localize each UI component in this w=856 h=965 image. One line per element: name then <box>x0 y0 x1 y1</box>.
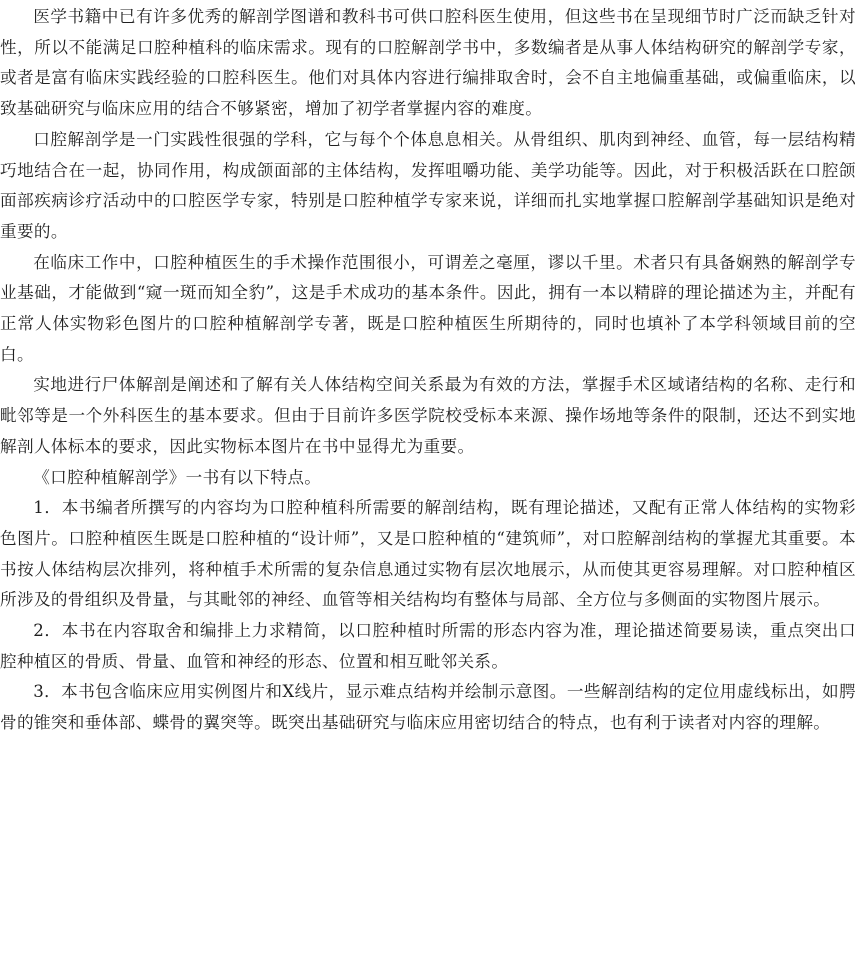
paragraph-feature-2: 2．本书在内容取舍和编排上力求精简，以口腔种植时所需的形态内容为准，理论描述简要易读，重点突出口腔种植区的骨质、骨量、血管和神经的形态、位置和相互毗邻关系。 <box>0 621 856 671</box>
paragraph-practice: 口腔解剖学是一门实践性很强的学科，它与每个个体息息相关。从骨组织、肌肉到神经、血管，每一层结构精巧地结合在一起，协同作用，构成颌面部的主体结构，发挥咀嚼功能、美学功能等。因此，对于积极活跃在口腔颌面部疾病诊疗活动中的口腔医学专家，特别是口腔种植学专家来说，详细而扎实地掌握口腔解剖学基础知识是绝对重要的。 <box>0 129 856 241</box>
paragraph-dissection: 实地进行尸体解剖是阐述和了解有关人体结构空间关系最为有效的方法，掌握手术区域诸结构的名称、走行和毗邻等是一个外科医生的基本要求。但由于目前许多医学院校受标本来源、操作场地等条件的限制，还达不到实地解剖人体标本的要求，因此实物标本图片在书中显得尤为重要。 <box>0 375 856 456</box>
paragraph-feature-1: 1．本书编者所撰写的内容均为口腔种植科所需要的解剖结构，既有理论描述，又配有正常人体结构的实物彩色图片。口腔种植医生既是口腔种植的“设计师”，又是口腔种植的“建筑师”，对口腔解剖结构的掌握尤其重要。本书按人体结构层次排列，将种植手术所需的复杂信息通过实物有层次地展示，从而使其更容易理解。对口腔种植区所涉及的骨组织及骨量，与其毗邻的神经、血管等相关结构均有整体与局部、全方位与多侧面的实物图片展示。 <box>0 498 856 610</box>
paragraph-clinical: 在临床工作中，口腔种植医生的手术操作范围很小，可谓差之毫厘，谬以千里。术者只有具备娴熟的解剖学专业基础，才能做到“窥一斑而知全豹”，这是手术成功的基本条件。因此，拥有一本以精辟的理论描述为主，并配有正常人体实物彩色图片的口腔种植解剖学专著，既是口腔种植医生所期待的，同时也填补了本学科领域目前的空白。 <box>0 252 856 364</box>
paragraph-features-heading: 《口腔种植解剖学》一书有以下特点。 <box>33 467 322 487</box>
paragraph-feature-3: 3．本书包含临床应用实例图片和X线片，显示难点结构并绘制示意图。一些解剖结构的定位用虚线标出，如腭骨的锥突和垂体部、蝶骨的翼突等。既突出基础研究与临床应用密切结合的特点，也有利于读者对内容的理解。 <box>0 682 856 733</box>
paragraph-intro: 医学书籍中已有许多优秀的解剖学图谱和教科书可供口腔科医生使用，但这些书在呈现细节时广泛而缺乏针对性，所以不能满足口腔种植科的临床需求。现有的口腔解剖学书中，多数编者是从事人体结构研究的解剖学专家，或者是富有临床实践经验的口腔科医生。他们对具体内容进行编排取舍时，会不自主地偏重基础，或偏重临床，以致基础研究与临床应用的结合不够紧密，增加了初学者掌握内容的难度。 <box>0 7 856 119</box>
